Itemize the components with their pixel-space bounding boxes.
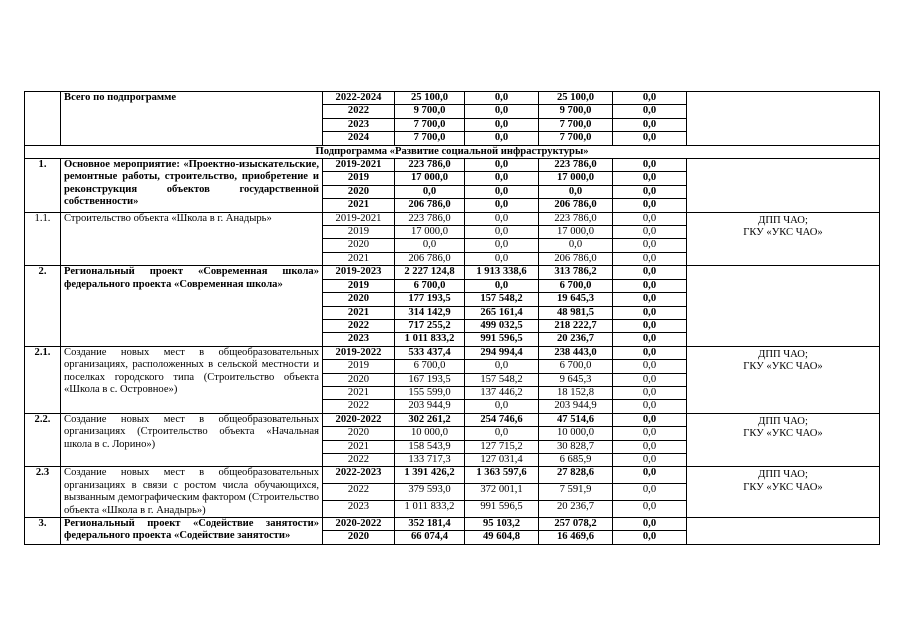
period-cell: 2022	[323, 400, 395, 413]
table-row	[25, 92, 880, 105]
item-number	[25, 92, 61, 146]
district-amount-cell: 0,0	[465, 105, 539, 118]
district-amount-cell: 0,0	[465, 239, 539, 252]
period-cell: 2020	[323, 185, 395, 198]
item-name: Создание новых мест в общеобразовательных организациях (Строительство объекта «Начальная школа в с. Лорино»)	[61, 413, 323, 467]
district-amount-cell: 1 363 597,6	[465, 467, 539, 484]
other-amount-cell: 0,0	[613, 266, 687, 279]
total-amount-cell: 717 255,2	[395, 319, 465, 332]
period-cell: 2019	[323, 226, 395, 239]
other-amount-cell: 0,0	[613, 453, 687, 466]
table-row	[25, 467, 880, 484]
total-amount-cell: 223 786,0	[395, 212, 465, 225]
total-amount-cell: 158 543,9	[395, 440, 465, 453]
total-amount-cell: 203 944,9	[395, 400, 465, 413]
total-amount-cell: 314 142,9	[395, 306, 465, 319]
other-amount-cell: 0,0	[613, 172, 687, 185]
other-amount-cell: 0,0	[613, 279, 687, 292]
period-cell: 2022-2024	[323, 92, 395, 105]
other-amount-cell: 0,0	[613, 239, 687, 252]
regional-amount-cell: 9 645,3	[539, 373, 613, 386]
regional-amount-cell: 27 828,6	[539, 467, 613, 484]
total-amount-cell: 133 717,3	[395, 453, 465, 466]
district-amount-cell: 0,0	[465, 118, 539, 131]
period-cell: 2019	[323, 172, 395, 185]
regional-amount-cell: 47 514,6	[539, 413, 613, 426]
responsible-executor: ДПП ЧАО; ГКУ «УКС ЧАО»	[687, 413, 880, 467]
period-cell: 2023	[323, 118, 395, 131]
total-amount-cell: 1 011 833,2	[395, 501, 465, 518]
period-cell: 2019	[323, 279, 395, 292]
regional-amount-cell: 18 152,8	[539, 386, 613, 399]
other-amount-cell: 0,0	[613, 333, 687, 346]
responsible-executor: ДПП ЧАО; ГКУ «УКС ЧАО»	[687, 346, 880, 413]
regional-amount-cell: 9 700,0	[539, 105, 613, 118]
other-amount-cell: 0,0	[613, 105, 687, 118]
regional-amount-cell: 7 591,9	[539, 484, 613, 501]
regional-amount-cell: 223 786,0	[539, 159, 613, 172]
regional-amount-cell: 19 645,3	[539, 293, 613, 306]
item-name: Региональный проект «Содействие занятости» федерального проекта «Содействие занятости»	[61, 518, 323, 545]
regional-amount-cell: 48 981,5	[539, 306, 613, 319]
district-amount-cell: 991 596,5	[465, 501, 539, 518]
other-amount-cell: 0,0	[613, 373, 687, 386]
regional-amount-cell: 313 786,2	[539, 266, 613, 279]
responsible-executor	[687, 518, 880, 545]
period-cell: 2023	[323, 501, 395, 518]
total-amount-cell: 155 599,0	[395, 386, 465, 399]
regional-amount-cell: 223 786,0	[539, 212, 613, 225]
other-amount-cell: 0,0	[613, 484, 687, 501]
other-amount-cell: 0,0	[613, 293, 687, 306]
period-cell: 2020	[323, 427, 395, 440]
period-cell: 2021	[323, 306, 395, 319]
regional-amount-cell: 6 700,0	[539, 360, 613, 373]
total-amount-cell: 223 786,0	[395, 159, 465, 172]
period-cell: 2022	[323, 484, 395, 501]
district-amount-cell: 0,0	[465, 92, 539, 105]
period-cell: 2019-2023	[323, 266, 395, 279]
other-amount-cell: 0,0	[613, 360, 687, 373]
district-amount-cell: 499 032,5	[465, 319, 539, 332]
regional-amount-cell: 25 100,0	[539, 92, 613, 105]
item-name: Строительство объекта «Школа в г. Анадырь»	[61, 212, 323, 266]
item-number: 1.	[25, 159, 61, 213]
section-header-row	[25, 145, 880, 158]
district-amount-cell: 0,0	[465, 279, 539, 292]
table-row	[25, 413, 880, 426]
other-amount-cell: 0,0	[613, 346, 687, 359]
total-amount-cell: 1 011 833,2	[395, 333, 465, 346]
responsible-executor: ДПП ЧАО; ГКУ «УКС ЧАО»	[687, 467, 880, 518]
period-cell: 2019	[323, 360, 395, 373]
period-cell: 2022	[323, 453, 395, 466]
period-cell: 2020	[323, 373, 395, 386]
total-amount-cell: 17 000,0	[395, 172, 465, 185]
other-amount-cell: 0,0	[613, 427, 687, 440]
other-amount-cell: 0,0	[613, 212, 687, 225]
regional-amount-cell: 203 944,9	[539, 400, 613, 413]
total-amount-cell: 533 437,4	[395, 346, 465, 359]
item-number: 3.	[25, 518, 61, 545]
district-amount-cell: 157 548,2	[465, 293, 539, 306]
total-amount-cell: 177 193,5	[395, 293, 465, 306]
regional-amount-cell: 257 078,2	[539, 518, 613, 531]
table-row	[25, 518, 880, 531]
total-amount-cell: 1 391 426,2	[395, 467, 465, 484]
regional-amount-cell: 7 700,0	[539, 118, 613, 131]
district-amount-cell: 991 596,5	[465, 333, 539, 346]
district-amount-cell: 0,0	[465, 400, 539, 413]
item-number: 2.3	[25, 467, 61, 518]
total-amount-cell: 206 786,0	[395, 252, 465, 265]
item-number: 2.	[25, 266, 61, 346]
period-cell: 2020	[323, 531, 395, 544]
responsible-executor	[687, 159, 880, 213]
period-cell: 2019-2021	[323, 212, 395, 225]
district-amount-cell: 0,0	[465, 360, 539, 373]
total-amount-cell: 9 700,0	[395, 105, 465, 118]
period-cell: 2019-2022	[323, 346, 395, 359]
period-cell: 2020-2022	[323, 413, 395, 426]
item-name: Основное мероприятие: «Проектно-изыскательские, ремонтные работы, строительство, приобретение и реконструкция объектов государственной собственности»	[61, 159, 323, 213]
district-amount-cell: 0,0	[465, 159, 539, 172]
period-cell: 2021	[323, 252, 395, 265]
total-amount-cell: 7 700,0	[395, 132, 465, 145]
regional-amount-cell: 20 236,7	[539, 333, 613, 346]
other-amount-cell: 0,0	[613, 118, 687, 131]
section-title: Подпрограмма «Развитие социальной инфраструктуры»	[25, 145, 880, 158]
district-amount-cell: 157 548,2	[465, 373, 539, 386]
district-amount-cell: 127 715,2	[465, 440, 539, 453]
regional-amount-cell: 206 786,0	[539, 199, 613, 212]
total-amount-cell: 6 700,0	[395, 360, 465, 373]
district-amount-cell: 372 001,1	[465, 484, 539, 501]
regional-amount-cell: 238 443,0	[539, 346, 613, 359]
total-amount-cell: 0,0	[395, 239, 465, 252]
period-cell: 2022-2023	[323, 467, 395, 484]
total-amount-cell: 206 786,0	[395, 199, 465, 212]
regional-amount-cell: 20 236,7	[539, 501, 613, 518]
other-amount-cell: 0,0	[613, 132, 687, 145]
regional-amount-cell: 30 828,7	[539, 440, 613, 453]
district-amount-cell: 0,0	[465, 172, 539, 185]
other-amount-cell: 0,0	[613, 531, 687, 544]
table-row	[25, 212, 880, 225]
total-amount-cell: 25 100,0	[395, 92, 465, 105]
district-amount-cell: 127 031,4	[465, 453, 539, 466]
district-amount-cell: 0,0	[465, 226, 539, 239]
other-amount-cell: 0,0	[613, 386, 687, 399]
total-amount-cell: 10 000,0	[395, 427, 465, 440]
item-name: Создание новых мест в общеобразовательных организациях в связи с ростом числа обучающихся, вызванным демографическим фактором (Строительство объекта «Школа в г. Анадырь»)	[61, 467, 323, 518]
total-amount-cell: 2 227 124,8	[395, 266, 465, 279]
regional-amount-cell: 16 469,6	[539, 531, 613, 544]
period-cell: 2022	[323, 319, 395, 332]
district-amount-cell: 0,0	[465, 199, 539, 212]
regional-amount-cell: 206 786,0	[539, 252, 613, 265]
table-row	[25, 266, 880, 279]
regional-amount-cell: 0,0	[539, 239, 613, 252]
district-amount-cell: 49 604,8	[465, 531, 539, 544]
item-name: Всего по подпрограмме	[61, 92, 323, 146]
other-amount-cell: 0,0	[613, 518, 687, 531]
other-amount-cell: 0,0	[613, 467, 687, 484]
other-amount-cell: 0,0	[613, 92, 687, 105]
other-amount-cell: 0,0	[613, 306, 687, 319]
regional-amount-cell: 7 700,0	[539, 132, 613, 145]
regional-amount-cell: 17 000,0	[539, 172, 613, 185]
period-cell: 2021	[323, 440, 395, 453]
regional-amount-cell: 17 000,0	[539, 226, 613, 239]
regional-amount-cell: 10 000,0	[539, 427, 613, 440]
item-number: 1.1.	[25, 212, 61, 266]
item-name: Создание новых мест в общеобразовательных организациях, расположенных в сельской местности и поселках городского типа (Строительство объекта «Школа в с. Островное»)	[61, 346, 323, 413]
table-row	[25, 346, 880, 359]
total-amount-cell: 167 193,5	[395, 373, 465, 386]
other-amount-cell: 0,0	[613, 413, 687, 426]
period-cell: 2024	[323, 132, 395, 145]
budget-table	[24, 91, 880, 545]
regional-amount-cell: 6 700,0	[539, 279, 613, 292]
district-amount-cell: 265 161,4	[465, 306, 539, 319]
district-amount-cell: 0,0	[465, 212, 539, 225]
total-amount-cell: 6 700,0	[395, 279, 465, 292]
district-amount-cell: 0,0	[465, 132, 539, 145]
total-amount-cell: 17 000,0	[395, 226, 465, 239]
period-cell: 2020	[323, 293, 395, 306]
other-amount-cell: 0,0	[613, 319, 687, 332]
other-amount-cell: 0,0	[613, 252, 687, 265]
responsible-executor	[687, 92, 880, 146]
regional-amount-cell: 0,0	[539, 185, 613, 198]
table-body	[25, 92, 880, 545]
district-amount-cell: 137 446,2	[465, 386, 539, 399]
other-amount-cell: 0,0	[613, 440, 687, 453]
period-cell: 2020	[323, 239, 395, 252]
item-name: Региональный проект «Современная школа» федерального проекта «Современная школа»	[61, 266, 323, 346]
other-amount-cell: 0,0	[613, 159, 687, 172]
period-cell: 2019-2021	[323, 159, 395, 172]
total-amount-cell: 352 181,4	[395, 518, 465, 531]
item-number: 2.1.	[25, 346, 61, 413]
period-cell: 2023	[323, 333, 395, 346]
district-amount-cell: 1 913 338,6	[465, 266, 539, 279]
total-amount-cell: 302 261,2	[395, 413, 465, 426]
total-amount-cell: 379 593,0	[395, 484, 465, 501]
district-amount-cell: 0,0	[465, 427, 539, 440]
item-number: 2.2.	[25, 413, 61, 467]
period-cell: 2020-2022	[323, 518, 395, 531]
regional-amount-cell: 6 685,9	[539, 453, 613, 466]
period-cell: 2022	[323, 105, 395, 118]
other-amount-cell: 0,0	[613, 226, 687, 239]
district-amount-cell: 294 994,4	[465, 346, 539, 359]
total-amount-cell: 0,0	[395, 185, 465, 198]
period-cell: 2021	[323, 199, 395, 212]
district-amount-cell: 0,0	[465, 252, 539, 265]
district-amount-cell: 95 103,2	[465, 518, 539, 531]
responsible-executor: ДПП ЧАО; ГКУ «УКС ЧАО»	[687, 212, 880, 266]
responsible-executor	[687, 266, 880, 346]
regional-amount-cell: 218 222,7	[539, 319, 613, 332]
district-amount-cell: 0,0	[465, 185, 539, 198]
other-amount-cell: 0,0	[613, 400, 687, 413]
other-amount-cell: 0,0	[613, 501, 687, 518]
other-amount-cell: 0,0	[613, 199, 687, 212]
table-row	[25, 159, 880, 172]
district-amount-cell: 254 746,6	[465, 413, 539, 426]
total-amount-cell: 7 700,0	[395, 118, 465, 131]
period-cell: 2021	[323, 386, 395, 399]
total-amount-cell: 66 074,4	[395, 531, 465, 544]
other-amount-cell: 0,0	[613, 185, 687, 198]
